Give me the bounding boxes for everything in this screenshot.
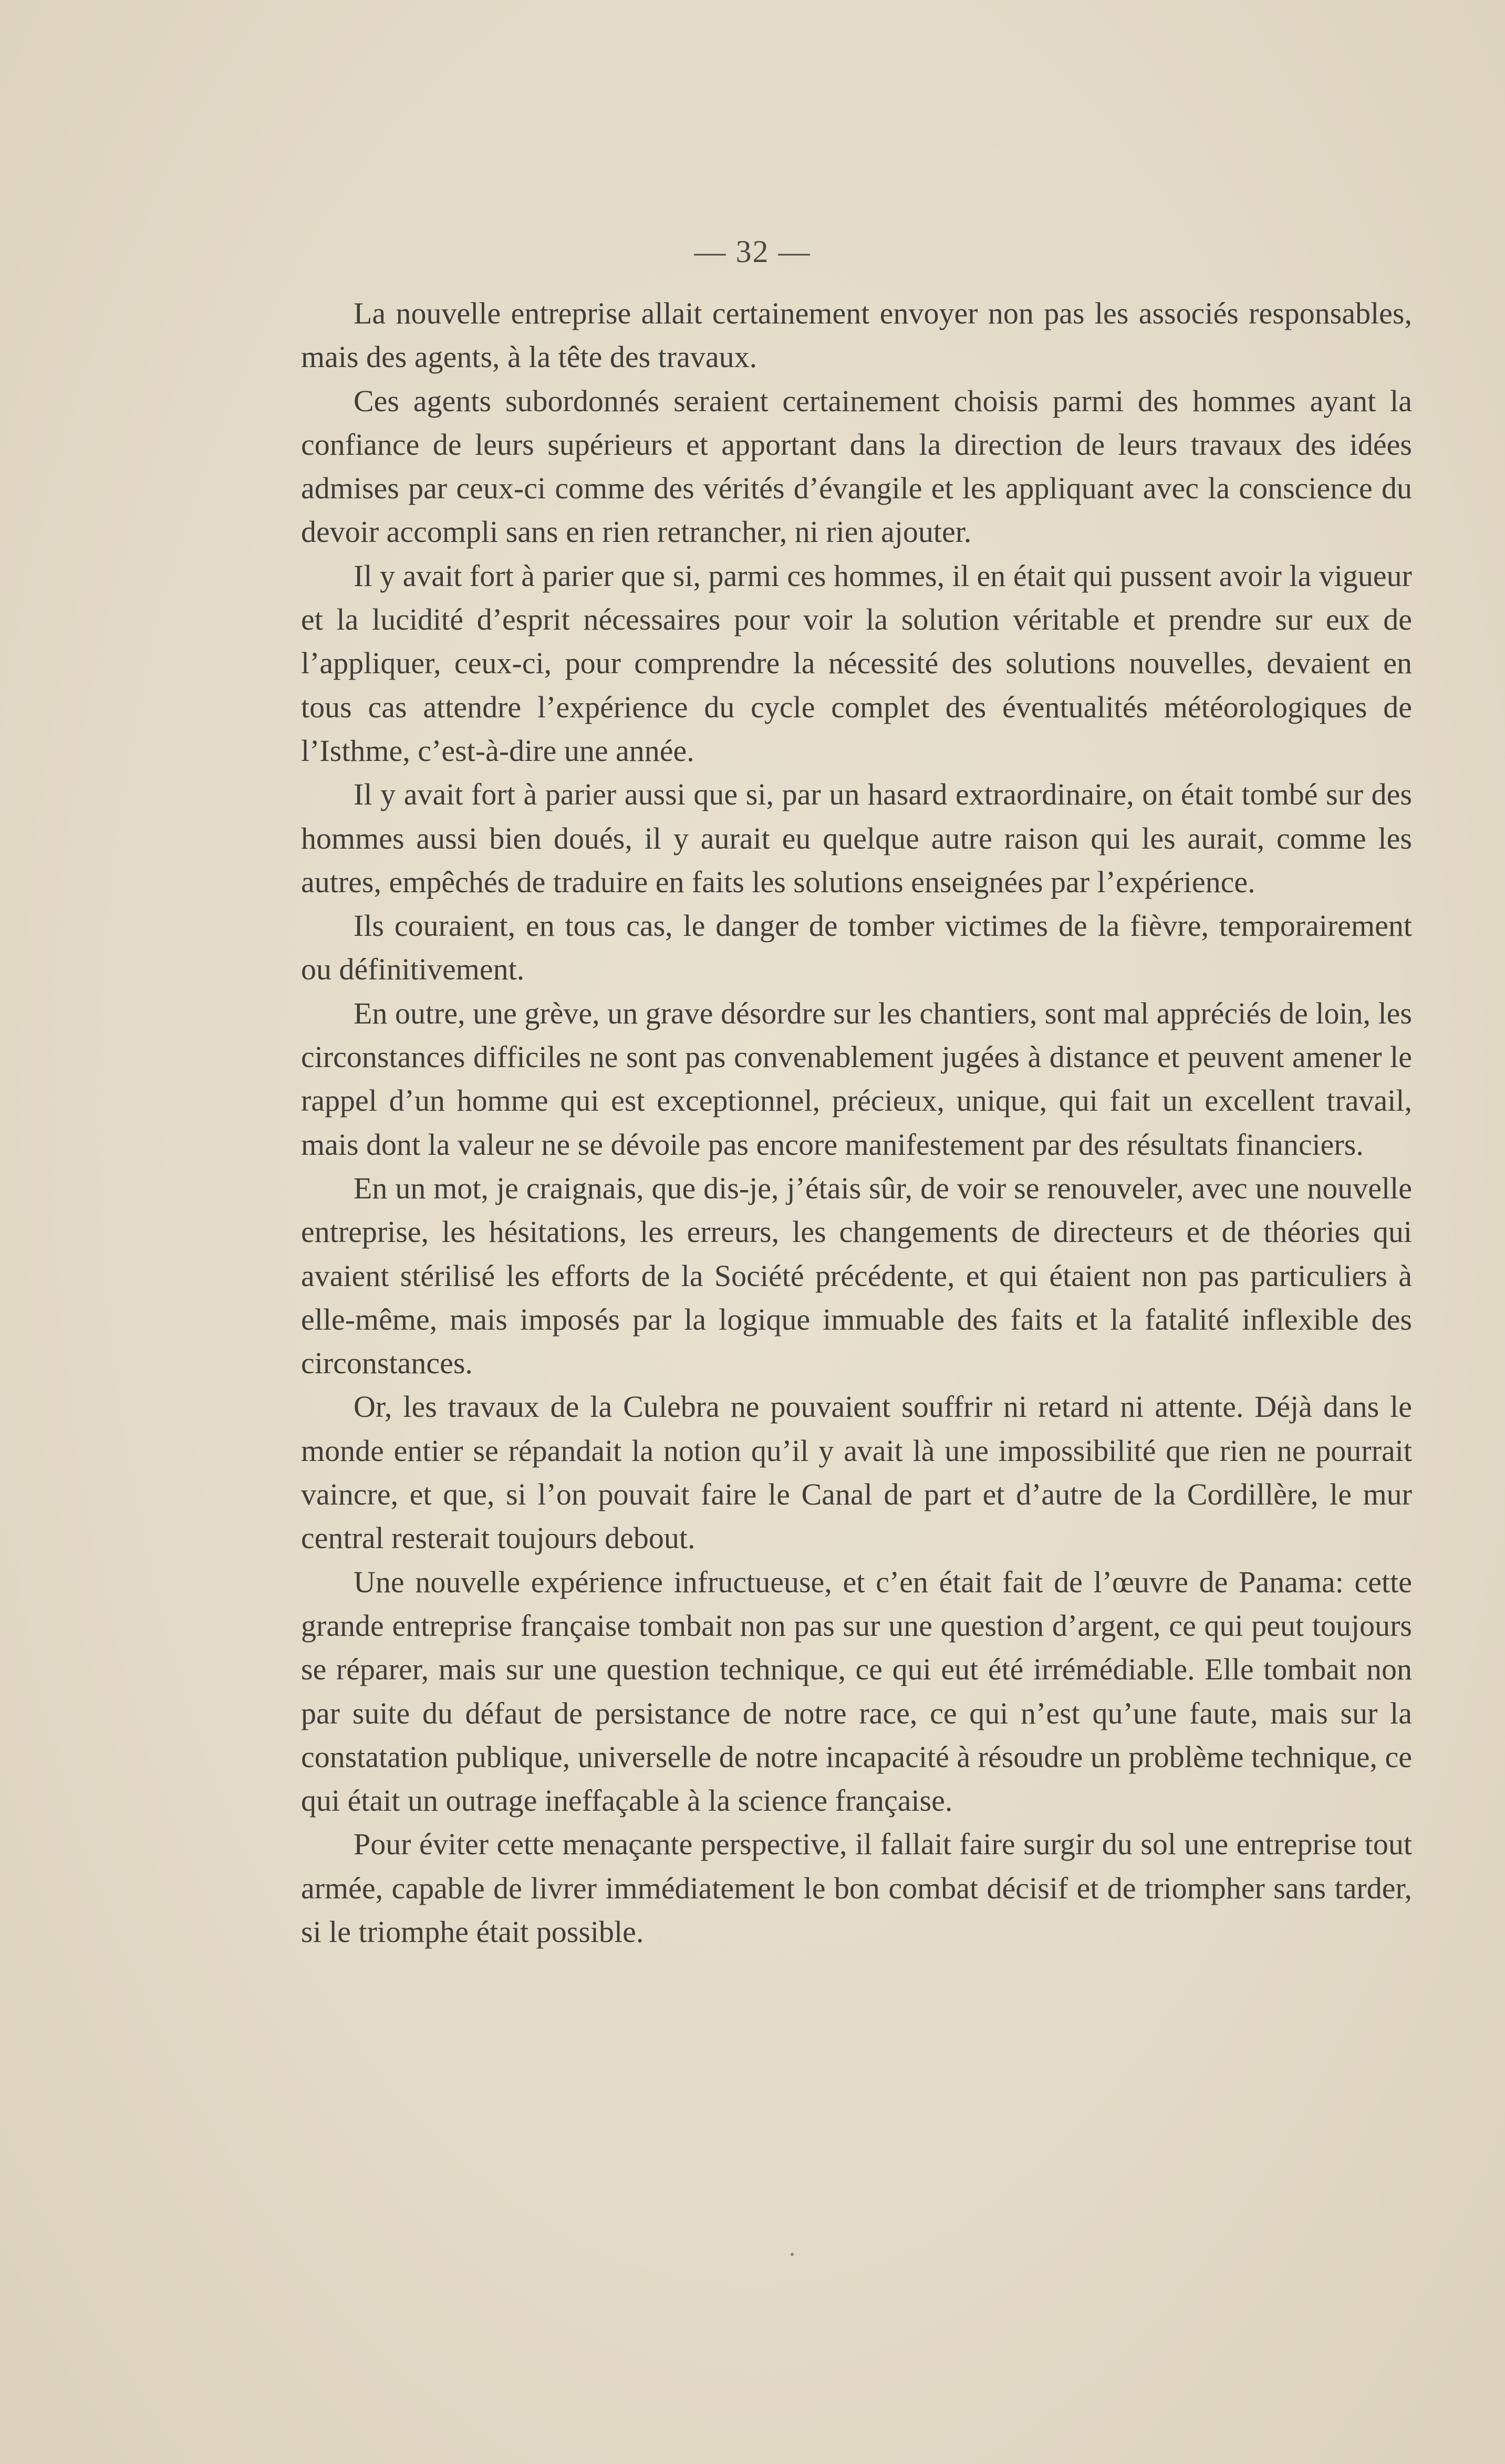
paragraph: Il y avait fort à parier aussi que si, par un hasard extraordinaire, on était tombé sur des hommes aussi bien doués, il y aurait eu quelque autre raison qui les aurait, comme les autres, empêchés de traduire en faits les solutions enseignées par l’expérience. — [301, 777, 1412, 899]
paragraph: Ces agents subordonnés seraient certainement choisis parmi des hommes ayant la confiance de leurs supérieurs et apportant dans la direction de leurs travaux des idées admises par ceux-ci comme des vérités d’évangile et les appliquant avec la conscience du devoir accompli sans en rien retrancher, ni rien ajouter. — [301, 383, 1412, 549]
paragraph: Pour éviter cette menaçante perspective, il fallait faire surgir du sol une entreprise tout armée, capable de livrer immédiatement le bon combat décisif et de triompher sans tarder, si le triomphe était possible. — [301, 1827, 1412, 1949]
paragraph: Il y avait fort à parier que si, parmi ces hommes, il en était qui pussent avoir la vigueur et la lucidité d’esprit nécessaires pour voir la solution véritable et prendre sur eux de l’appliquer, ceux-ci, pour comprendre la nécessité des solutions nouvelles, devaient en tous cas attendre l’expérience du cycle complet des éventualités météorologiques de l’Isthme, c’est-à-dire une année. — [301, 558, 1412, 768]
paragraph: En outre, une grève, un grave désordre sur les chantiers, sont mal appréciés de loin, les circonstances difficiles ne sont pas convenablement jugées à distance et peuvent amener le rappel d’un homme qui est exceptionnel, précieux, unique, qui fait un excellent travail, mais dont la valeur ne se dévoile pas encore manifestement par des résultats financiers. — [301, 996, 1412, 1162]
paragraph: Or, les travaux de la Culebra ne pouvaient souffrir ni retard ni attente. Déjà dans le monde entier se répandait la notion qu’il y avait là une impossibilité que rien ne pourrait vaincre, et que, si l’on pouvait faire le Canal de part et d’autre de la Cordillère, le mur central resterait toujours debout. — [301, 1390, 1412, 1555]
paragraph: La nouvelle entreprise allait certainement envoyer non pas les associés responsables, mais des agents, à la tête des travaux. — [301, 296, 1412, 374]
page-number: — 32 — — [694, 234, 811, 269]
paragraph: Une nouvelle expérience infructueuse, et c’en était fait de l’œuvre de Panama: cette grande entreprise française tombait non pas sur une question d’argent, ce qui peut toujours se réparer, mais sur une question technique, ce qui eut été irrémédiable. Elle tombait non par suite du défaut de persistance de notre race, ce qui n’est qu’une faute, mais sur la constatation publique, universelle de notre incapacité à résoudre un problème technique, ce qui était un outrage ineffaçable à la science française. — [301, 1564, 1412, 1818]
paragraph: Ils couraient, en tous cas, le danger de tomber victimes de la fièvre, temporairement ou définitivement. — [301, 909, 1412, 987]
paragraph: En un mot, je craignais, que dis-je, j’étais sûr, de voir se renouveler, avec une nouvelle entreprise, les hésitations, les erreurs, les changements de directeurs et de théories qui avaient stérilisé les efforts de la Société précédente, et qui étaient non pas particuliers à elle-même, mais imposés par la logique immuable des faits et la fatalité inflexible des circonstances. — [301, 1171, 1412, 1381]
ink-speck — [791, 2253, 794, 2256]
body-text — [301, 291, 1412, 1954]
